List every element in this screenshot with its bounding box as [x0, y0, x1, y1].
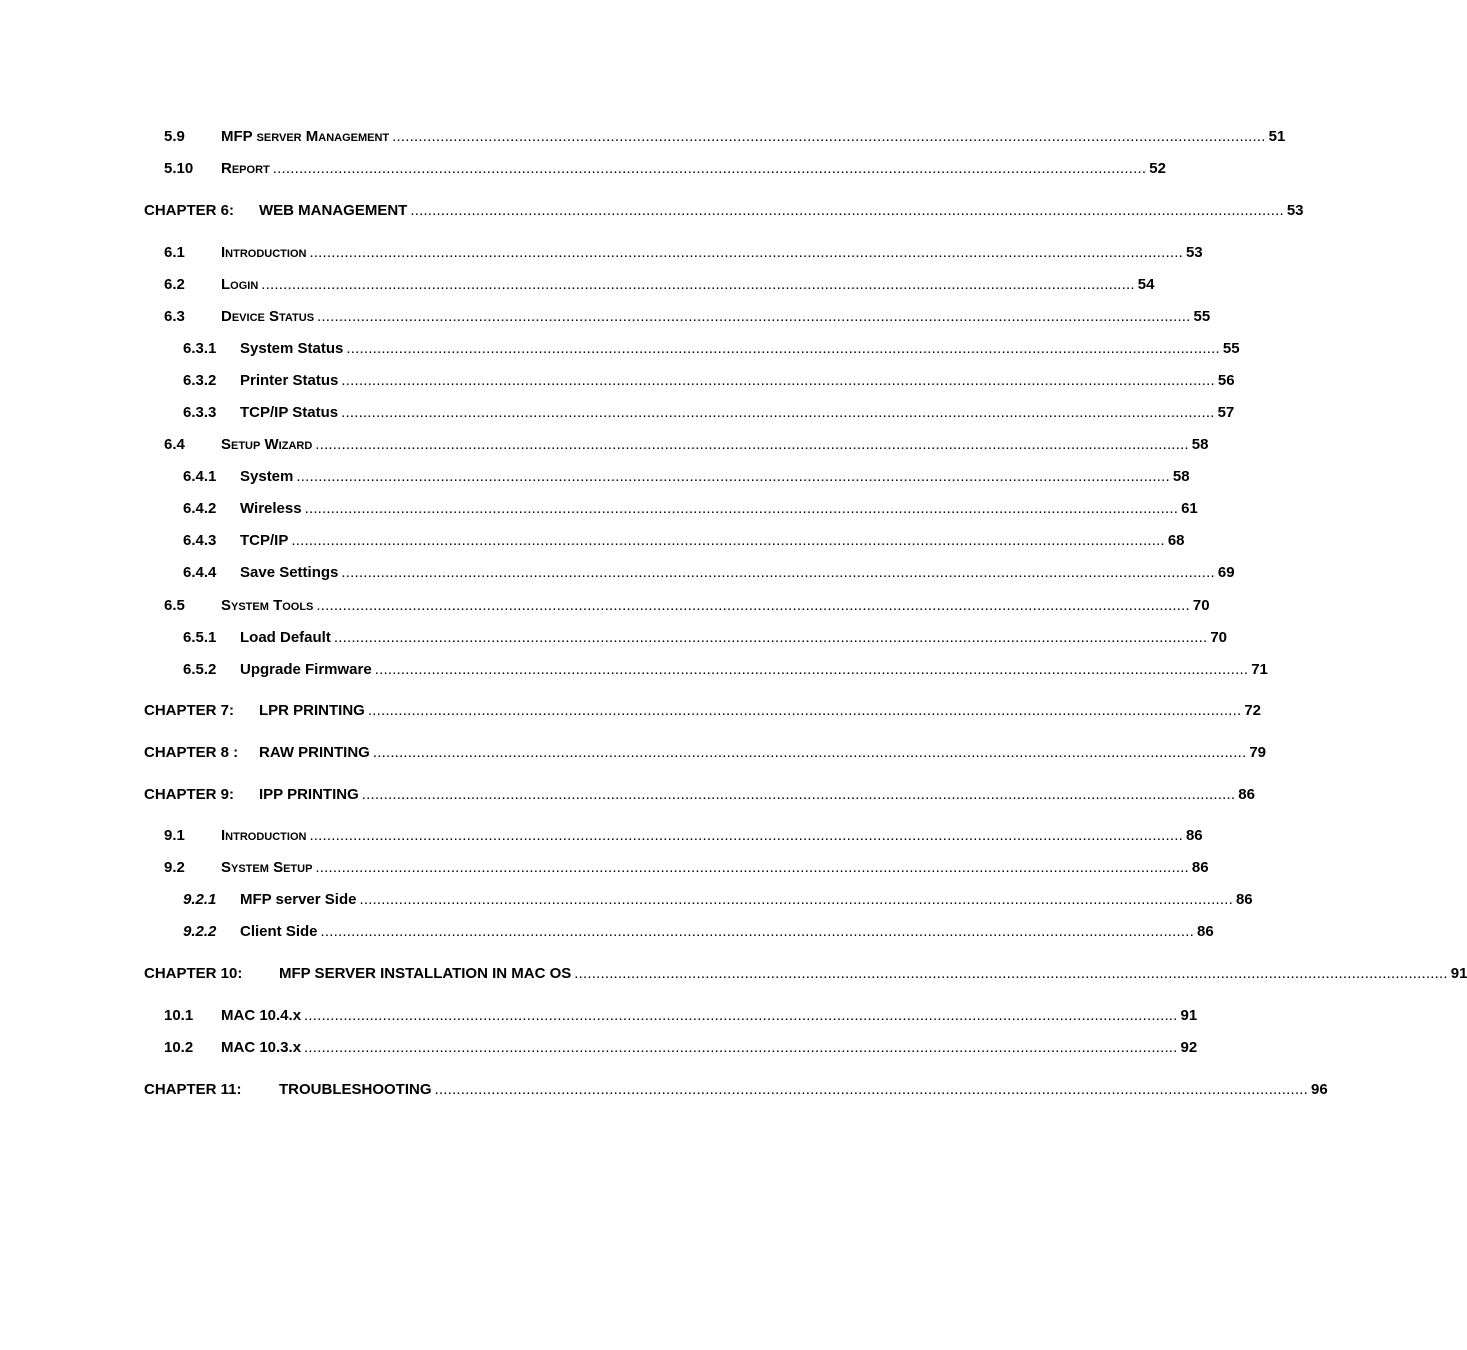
toc-entry-page: 91 — [1450, 965, 1467, 982]
toc-entry[interactable] — [0, 743, 1267, 763]
toc-entry-line — [221, 596, 1210, 616]
toc-entry-page: 70 — [1210, 629, 1228, 646]
dot-leader: ........................................................................................................................................................................................................ — [372, 744, 1247, 761]
dot-leader: ........................................................................................................................................................................................................ — [320, 923, 1195, 940]
toc-entry-line — [240, 467, 1190, 487]
toc-entry-number: 6.3.2 — [183, 372, 217, 389]
dot-leader: ........................................................................................................................................................................................................ — [410, 202, 1284, 219]
toc-entry-line — [240, 403, 1235, 423]
toc-entry-title: MFP SERVER INSTALLATION IN MAC OS — [279, 965, 572, 982]
toc-entry-line — [221, 243, 1203, 263]
dot-leader: ........................................................................................................................................................................................................ — [272, 160, 1147, 177]
toc-entry-number: 9.1 — [164, 827, 185, 844]
toc-entry-number: CHAPTER 9: — [144, 786, 235, 803]
toc-entry-title: MFP server Management — [221, 128, 390, 145]
toc-entry[interactable] — [0, 307, 1211, 327]
toc-entry[interactable] — [0, 435, 1209, 455]
toc-entry-line — [240, 531, 1185, 551]
dot-leader: ........................................................................................................................................................................................................ — [315, 436, 1189, 453]
toc-entry-page: 53 — [1286, 202, 1304, 219]
dot-leader: ........................................................................................................................................................................................................ — [392, 128, 1266, 145]
toc-entry-line — [221, 275, 1155, 295]
toc-entry-number: 6.5.1 — [183, 629, 217, 646]
toc-entry[interactable] — [0, 467, 1190, 487]
toc-entry-line — [259, 201, 1304, 221]
toc-entry-page: 55 — [1193, 308, 1211, 325]
toc-entry-number: 6.4.1 — [183, 468, 217, 485]
toc-entry-page: 52 — [1149, 160, 1166, 177]
toc-entry-line — [240, 339, 1240, 359]
toc-entry-title: LPR PRINTING — [259, 702, 365, 719]
toc-entry-title: TCP/IP — [240, 532, 289, 549]
toc-entry-number: 6.4.2 — [183, 500, 217, 517]
toc-entry-title: MAC 10.3.x — [221, 1039, 302, 1056]
toc-entry-number: 10.1 — [164, 1007, 194, 1024]
toc-entry[interactable] — [0, 1038, 1198, 1058]
toc-entry[interactable] — [0, 826, 1203, 846]
toc-entry-page: 70 — [1192, 597, 1210, 614]
toc-entry-line — [240, 890, 1253, 910]
dot-leader: ........................................................................................................................................................................................................ — [315, 859, 1189, 876]
toc-entry-page: 86 — [1191, 859, 1209, 876]
toc-entry[interactable] — [0, 201, 1304, 221]
toc-entry-page: 86 — [1197, 923, 1214, 940]
toc-entry-page: 86 — [1185, 827, 1203, 844]
toc-entry-line — [221, 127, 1286, 147]
toc-entry-line — [240, 660, 1268, 680]
toc-entry-title: Upgrade Firmware — [240, 661, 372, 678]
toc-entry[interactable] — [0, 403, 1235, 423]
toc-entry-title: WEB MANAGEMENT — [259, 202, 408, 219]
toc-entry-title: System Status — [240, 340, 344, 357]
toc-entry-number: 6.4 — [164, 436, 185, 453]
toc-entry-title: TCP/IP Status — [240, 404, 339, 421]
toc-entry-line — [221, 435, 1209, 455]
toc-entry-line — [221, 159, 1166, 179]
toc-entry-line — [279, 1080, 1328, 1100]
dot-leader: ........................................................................................................................................................................................................ — [333, 629, 1208, 646]
toc-entry-page: 69 — [1217, 564, 1235, 581]
toc-entry-number: 6.1 — [164, 244, 185, 261]
toc-entry-line — [221, 858, 1209, 878]
toc-entry-page: 51 — [1268, 128, 1286, 145]
toc-entry-number: 9.2.2 — [183, 923, 217, 940]
toc-entry-page: 57 — [1217, 404, 1235, 421]
toc-entry[interactable] — [0, 563, 1235, 583]
toc-entry-page: 92 — [1180, 1039, 1198, 1056]
toc-entry[interactable] — [0, 1080, 1328, 1100]
toc-entry[interactable] — [0, 628, 1228, 648]
toc-entry-page: 86 — [1238, 786, 1255, 803]
toc-entry[interactable] — [0, 339, 1240, 359]
toc-entry-number: 6.4.3 — [183, 532, 217, 549]
dot-leader: ........................................................................................................................................................................................................ — [309, 827, 1183, 844]
toc-entry[interactable] — [0, 964, 1467, 984]
dot-leader: ........................................................................................................................................................................................................ — [359, 891, 1233, 908]
toc-entry-number: 5.9 — [164, 128, 185, 145]
toc-entry-page: 58 — [1172, 468, 1190, 485]
dot-leader: ........................................................................................................................................................................................................ — [574, 965, 1448, 982]
toc-entry-line — [259, 785, 1255, 805]
toc-entry-title: Login — [221, 276, 259, 293]
toc-entry-number: 6.3.3 — [183, 404, 217, 421]
toc-entry-line — [240, 563, 1235, 583]
toc-entry[interactable] — [0, 371, 1235, 391]
dot-leader: ........................................................................................................................................................................................................ — [304, 1039, 1178, 1056]
toc-entry-title: Wireless — [240, 500, 302, 517]
dot-leader: ........................................................................................................................................................................................................ — [361, 786, 1236, 803]
toc-entry-line — [279, 964, 1467, 984]
toc-entry-title: Printer Status — [240, 372, 339, 389]
dot-leader: ........................................................................................................................................................................................................ — [304, 1007, 1178, 1024]
toc-entry-number: 6.5 — [164, 597, 185, 614]
toc-entry-number: 6.5.2 — [183, 661, 217, 678]
toc-entry[interactable] — [0, 1006, 1198, 1026]
toc-entry[interactable] — [0, 596, 1210, 616]
dot-leader: ........................................................................................................................................................................................................ — [341, 372, 1215, 389]
toc-entry-line — [240, 499, 1198, 519]
toc-entry-title: System Setup — [221, 859, 313, 876]
toc-entry[interactable] — [0, 243, 1203, 263]
toc-entry[interactable] — [0, 858, 1209, 878]
toc-entry-number: 10.2 — [164, 1039, 194, 1056]
toc-entry-title: RAW PRINTING — [259, 744, 370, 761]
dot-leader: ........................................................................................................................................................................................................ — [304, 500, 1179, 517]
toc-entry[interactable] — [0, 531, 1185, 551]
toc-entry-number: 6.3 — [164, 308, 185, 325]
toc-entry-title: Client Side — [240, 923, 318, 940]
toc-entry-line — [221, 1038, 1198, 1058]
toc-entry-number: 6.2 — [164, 276, 185, 293]
toc-entry-page: 79 — [1249, 744, 1267, 761]
toc-entry-line — [221, 826, 1203, 846]
toc-entry-page: 68 — [1167, 532, 1185, 549]
toc-entry[interactable] — [0, 127, 1286, 147]
toc-entry-title: Introduction — [221, 827, 307, 844]
toc-entry-title: IPP PRINTING — [259, 786, 359, 803]
toc-entry-title: Report — [221, 160, 270, 177]
toc-entry-number: 9.2 — [164, 859, 185, 876]
toc-entry-title: MFP server Side — [240, 891, 357, 908]
dot-leader: ........................................................................................................................................................................................................ — [309, 244, 1183, 261]
toc-entry-page: 56 — [1217, 372, 1235, 389]
toc-entry-title: MAC 10.4.x — [221, 1007, 302, 1024]
dot-leader: ........................................................................................................................................................................................................ — [316, 597, 1190, 614]
toc-entry-page: 54 — [1137, 276, 1155, 293]
toc-entry[interactable] — [0, 701, 1262, 721]
toc-entry[interactable] — [0, 159, 1166, 179]
toc-entry[interactable] — [0, 922, 1214, 942]
dot-leader: ........................................................................................................................................................................................................ — [346, 340, 1220, 357]
toc-entry-line — [221, 307, 1211, 327]
dot-leader: ........................................................................................................................................................................................................ — [374, 661, 1249, 678]
toc-entry-number: CHAPTER 11: — [144, 1081, 242, 1098]
toc-entry[interactable] — [0, 785, 1255, 805]
toc-entry-number: 6.4.4 — [183, 564, 217, 581]
toc-entry-page: 55 — [1222, 340, 1240, 357]
dot-leader: ........................................................................................................................................................................................................ — [317, 308, 1191, 325]
toc-entry-page: 61 — [1181, 500, 1198, 517]
dot-leader: ........................................................................................................................................................................................................ — [261, 276, 1135, 293]
dot-leader: ........................................................................................................................................................................................................ — [291, 532, 1165, 549]
toc-entry-number: 6.3.1 — [183, 340, 217, 357]
toc-entry-title: Save Settings — [240, 564, 339, 581]
toc-entry[interactable] — [0, 890, 1253, 910]
toc-entry-title: Device Status — [221, 308, 315, 325]
toc-entry-line — [240, 628, 1228, 648]
toc-entry-title: System Tools — [221, 597, 314, 614]
toc-entry-number: CHAPTER 7: — [144, 702, 235, 719]
dot-leader: ........................................................................................................................................................................................................ — [341, 404, 1215, 421]
dot-leader: ........................................................................................................................................................................................................ — [296, 468, 1170, 485]
toc-entry-page: 72 — [1244, 702, 1262, 719]
toc-entry-number: CHAPTER 8 : — [144, 744, 239, 761]
toc-entry-line — [240, 922, 1214, 942]
toc-entry-number: 5.10 — [164, 160, 194, 177]
toc-entry-line — [240, 371, 1235, 391]
toc-entry-line — [259, 743, 1267, 763]
toc-entry-title: Introduction — [221, 244, 307, 261]
toc-entry-title: System — [240, 468, 294, 485]
toc-entry-page: 96 — [1311, 1081, 1328, 1098]
toc-entry[interactable] — [0, 499, 1198, 519]
toc-entry-title: Setup Wizard — [221, 436, 313, 453]
toc-entry-page: 58 — [1191, 436, 1209, 453]
toc-entry-title: TROUBLESHOOTING — [279, 1081, 432, 1098]
dot-leader: ........................................................................................................................................................................................................ — [434, 1081, 1308, 1098]
toc-entry-number: CHAPTER 10: — [144, 965, 243, 982]
dot-leader: ........................................................................................................................................................................................................ — [341, 564, 1215, 581]
toc-entry-number: CHAPTER 6: — [144, 202, 235, 219]
toc-entry[interactable] — [0, 275, 1155, 295]
toc-entry-title: Load Default — [240, 629, 331, 646]
toc-entry-page: 86 — [1235, 891, 1253, 908]
toc-entry-number: 9.2.1 — [183, 891, 217, 908]
toc-entry[interactable] — [0, 660, 1268, 680]
toc-entry-page: 53 — [1185, 244, 1203, 261]
dot-leader: ........................................................................................................................................................................................................ — [367, 702, 1242, 719]
toc-entry-line — [221, 1006, 1198, 1026]
toc-entry-page: 91 — [1180, 1007, 1198, 1024]
toc-entry-page: 71 — [1251, 661, 1268, 678]
toc-entry-line — [259, 701, 1262, 721]
